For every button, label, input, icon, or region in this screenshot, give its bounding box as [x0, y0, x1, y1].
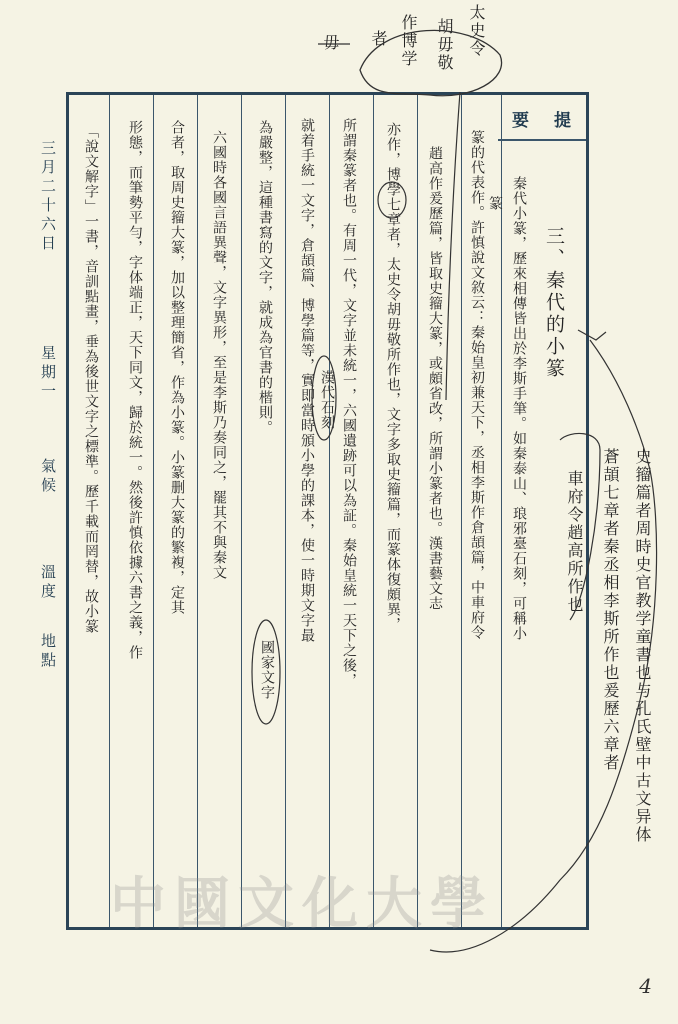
body-column-7: 為嚴整，這種書寫的文字，就成為官書的楷則。	[257, 120, 273, 435]
annotation-zhe: 者	[369, 30, 388, 48]
location-caption: 地點	[39, 633, 57, 671]
annotation-mu: 毋	[321, 34, 340, 52]
insert-guojia: 國家文字	[259, 640, 275, 700]
annotation-zuoboxue: 作博学	[399, 14, 418, 68]
university-watermark: 中國文化大學	[110, 872, 494, 937]
annotation-humujing: 胡毋敬	[435, 18, 454, 72]
margin-note-2: 蒼頡七章者秦丞相李斯所作也爰歷六章者	[601, 448, 620, 772]
header-right-label: 提	[554, 111, 571, 131]
page-number: 4	[639, 974, 652, 998]
body-column-5: 所謂秦篆者也。有周一代，文字並未統一，六國遺跡可以為証。秦始皇統一天下之後，	[341, 118, 357, 688]
weather-caption: 氣候	[39, 458, 57, 496]
body-column-11: 「說文解字」一書，音訓點畫，垂為後世文字之標準。歷千載而罔替，故小篆	[83, 124, 99, 634]
temperature-caption: 溫度	[39, 564, 57, 602]
margin-note-1: 史籀篇者周時史官教学童書也与孔氏壁中古文异体	[633, 448, 652, 844]
header-left-label: 要	[512, 111, 529, 131]
date-caption: 三月二十六日	[39, 140, 57, 254]
body-column-8: 六國時各國言語異聲，文字異形，至是李斯乃奏同之，罷其不與秦文	[211, 130, 227, 580]
body-column-3: 趙高作爰歷篇，皆取史籀大篆，或頗省改，所謂小篆者也。漢書藝文志	[427, 146, 443, 611]
body-column-6: 就着手統一文字，倉頡篇、博學篇等，實即當時頒小學的課本，使一時期文字最	[299, 118, 315, 643]
weekday-caption: 星期一	[39, 345, 57, 402]
insert-zhuan: 篆	[487, 196, 503, 211]
body-column-9: 合者，取周史籀大篆，加以整理簡省，作為小篆。小篆删大篆的繁複，定其	[169, 120, 185, 615]
body-column-1: 秦代小篆，歷來相傳皆出於李斯手筆。如秦泰山、琅邪臺石刻，可稱小	[511, 176, 527, 641]
annotation-taishiling: 太史令	[467, 4, 486, 58]
body-column-2: 篆的代表作。許慎說文敘云：秦始皇初兼天下，丞相李斯作倉頡篇，中車府令	[469, 130, 485, 640]
body-column-10: 形態，而筆勢平勻，字体端正，天下同文，歸於統一。然後許慎依據六書之義，作	[127, 120, 143, 660]
insert-handai: 漢代石刻	[319, 370, 335, 430]
body-heading: 三、秦代的小篆	[543, 226, 565, 380]
body-column-4: 亦作，博學七章者，太史令胡毋敬所作也，文字多取史籀篇，而篆体復頗異，	[385, 122, 401, 632]
margin-note-3: 車府令趙高所作也	[565, 470, 584, 614]
